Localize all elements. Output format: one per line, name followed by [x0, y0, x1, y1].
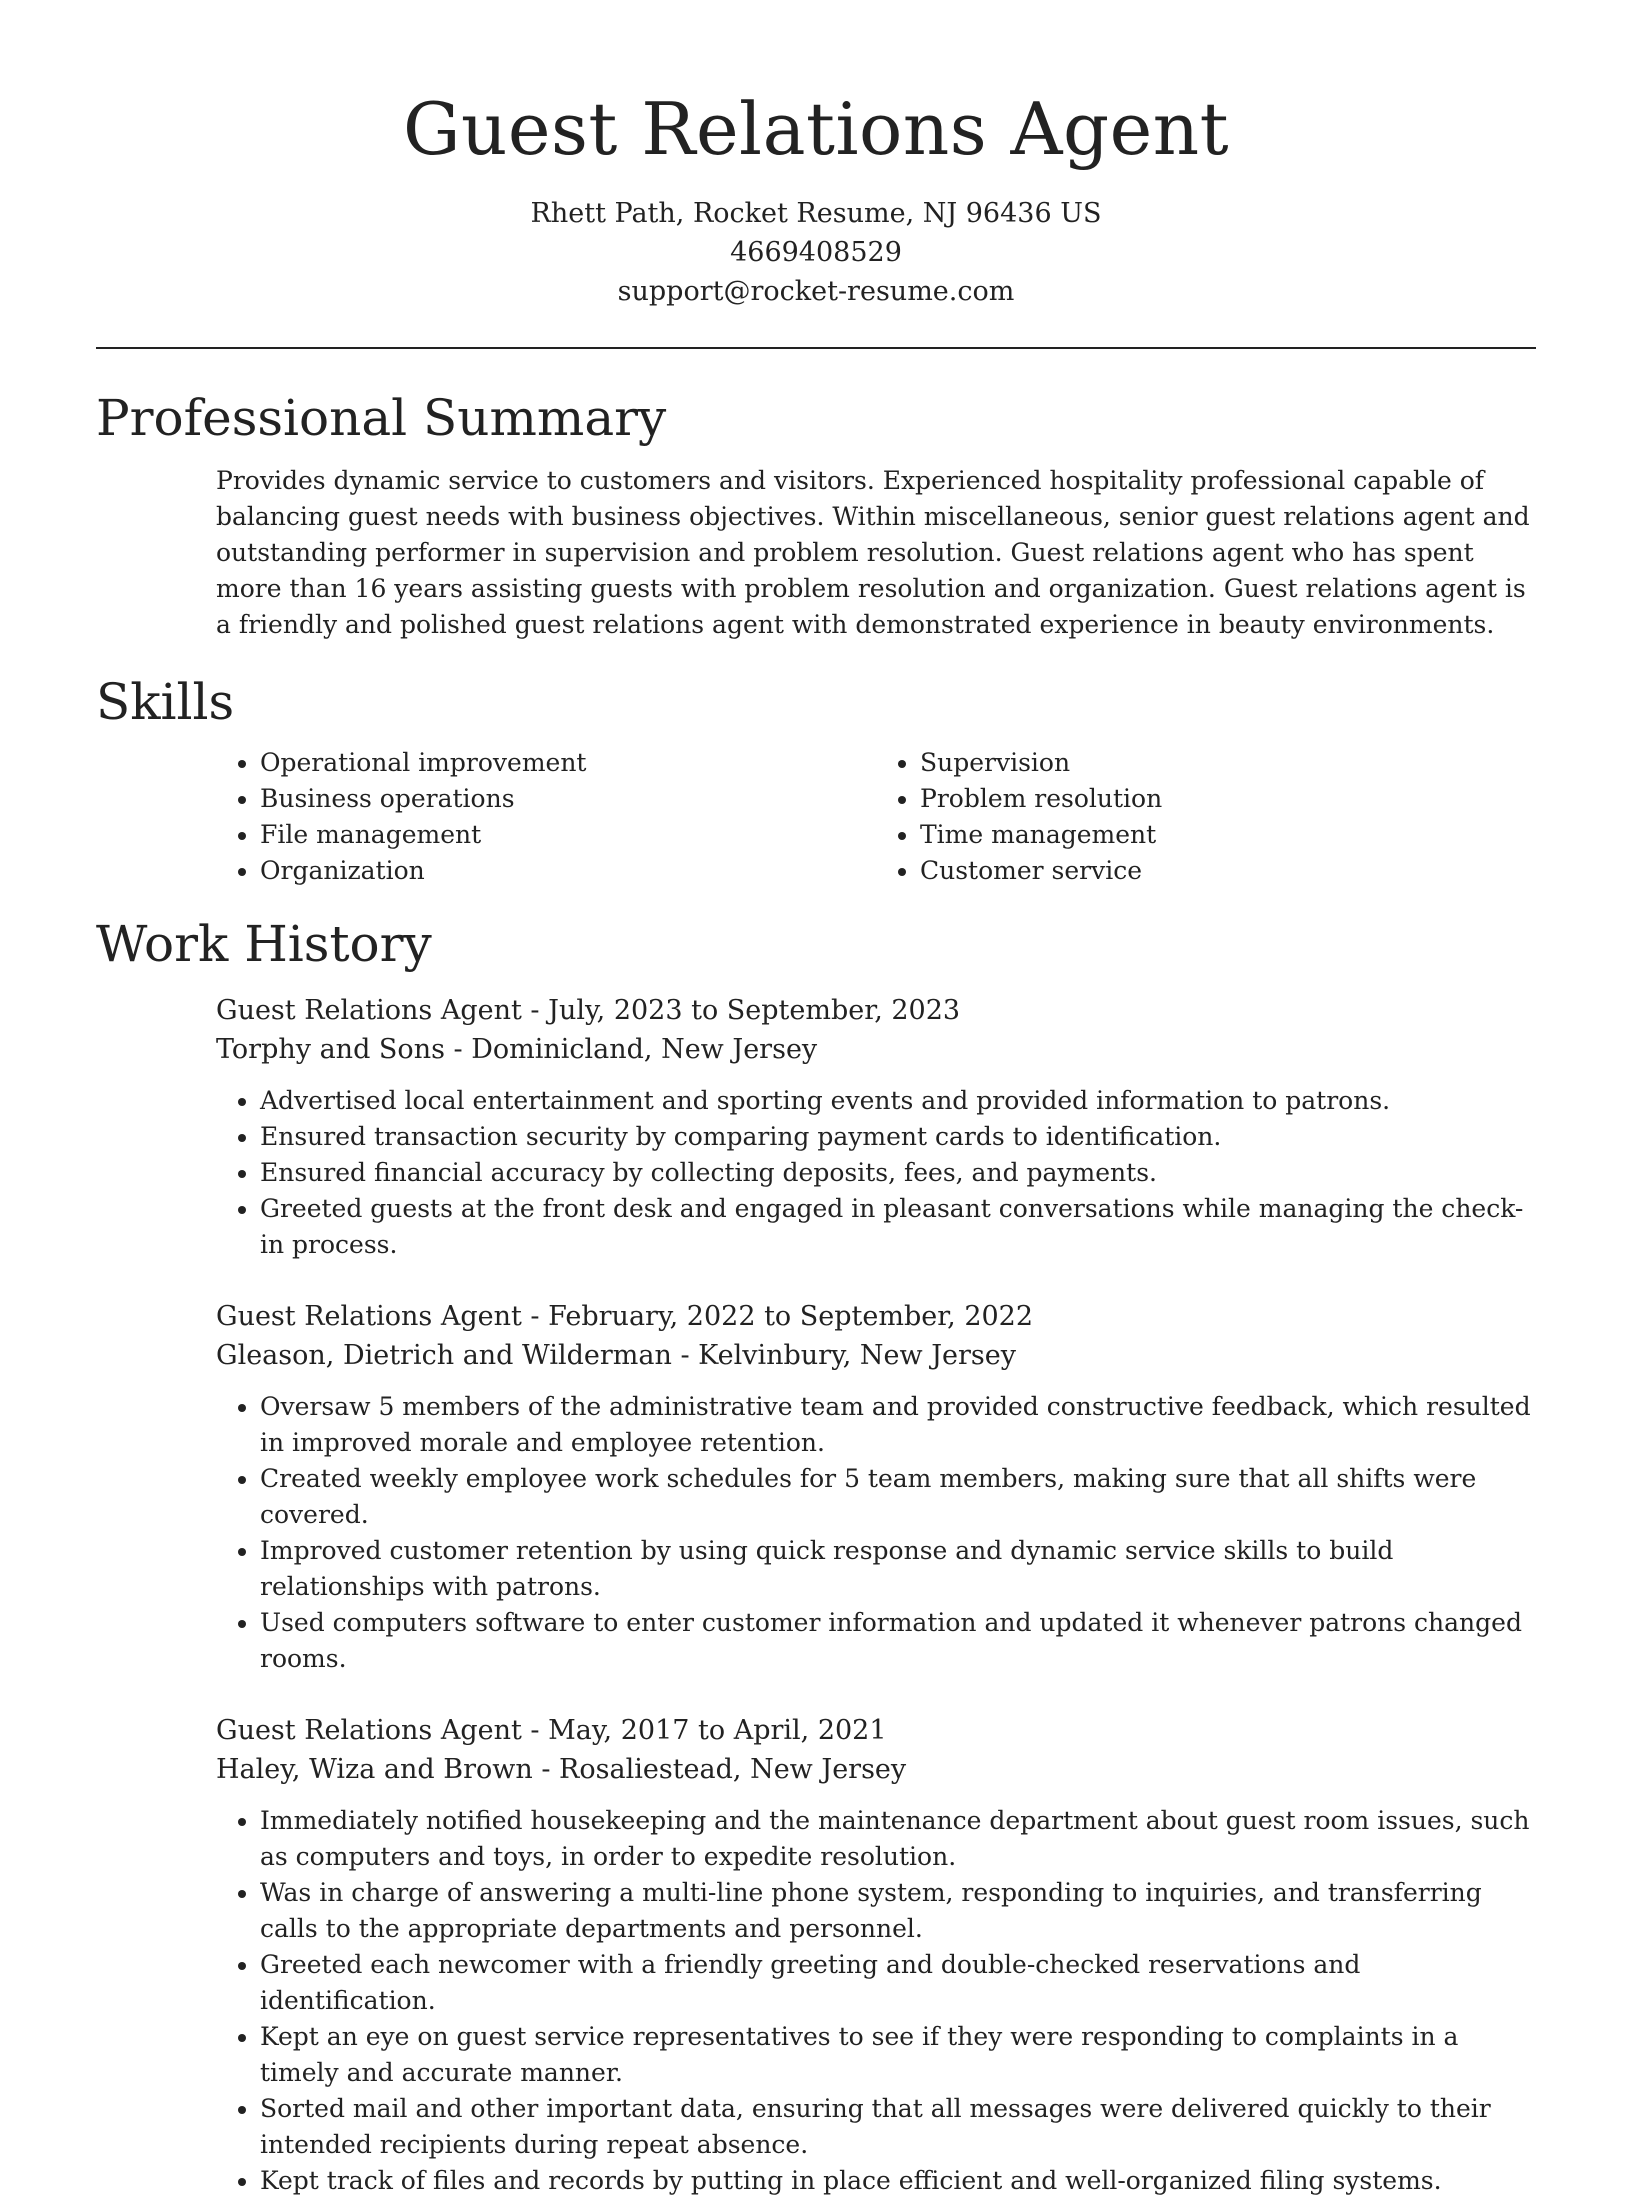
job-dates: - May, 2017 to April, 2021: [521, 1715, 887, 1746]
skills-heading: Skills: [96, 673, 235, 731]
skill-item: • Organization: [260, 853, 876, 889]
job-title-line: [216, 1711, 1536, 1750]
summary-text: Provides dynamic service to customers and visitors. Experienced hospitality professional capable of balancing guest needs with business objectives. Within miscellaneous, senior guest relations agent and outstanding performer in supervision and problem resolution. Guest relations agent who has spent more than 16 years assisting guests with problem resolution and organization. Guest relations agent is a friendly and polished guest relations agent with demonstrated experience in beauty environments.: [216, 466, 1530, 639]
job-bullet: • Greeted guests at the front desk and engaged in pleasant conversations while managing the check-in process.: [260, 1191, 1536, 1263]
skill-item: • Problem resolution: [920, 781, 1536, 817]
skill-item: • Customer service: [920, 853, 1536, 889]
job-role: Guest Relations Agent: [216, 1301, 522, 1332]
job-dates: - February, 2022 to September, 2022: [521, 1301, 1034, 1332]
job-bullets: [216, 1083, 1536, 1263]
job-role: Guest Relations Agent: [216, 995, 522, 1026]
summary-heading: Professional Summary: [96, 389, 667, 447]
resume-title: Guest Relations Agent: [402, 87, 1230, 171]
job-bullets: [216, 1389, 1536, 1677]
skill-item: • File management: [260, 817, 876, 853]
skill-item: • Supervision: [920, 745, 1536, 781]
job-location: - Rosaliestead, New Jersey: [532, 1754, 907, 1785]
job-company: Torphy and Sons: [216, 1034, 445, 1065]
job-company-line: [216, 1336, 1536, 1375]
contact-info: [0, 194, 1632, 311]
job-bullet: • Oversaw 5 members of the administrative team and provided constructive feedback, which resulted in improved morale and employee retention.: [260, 1389, 1536, 1461]
skill-item: • Operational improvement: [260, 745, 876, 781]
job-bullet: • Immediately notified housekeeping and the maintenance department about guest room issues, such as computers and toys, in order to expedite resolution.: [260, 1803, 1536, 1875]
skill-item: • Business operations: [260, 781, 876, 817]
job-entry: [216, 1297, 1536, 1677]
work-history-section: [96, 913, 1536, 2199]
header-divider: [96, 347, 1536, 349]
phone-number: 4669408529: [730, 237, 902, 268]
job-title-line: [216, 1297, 1536, 1336]
job-bullet: • Kept track of files and records by putting in place efficient and well-organized filing systems.: [260, 2163, 1536, 2199]
work-history-heading: Work History: [96, 915, 432, 973]
job-company-line: [216, 1030, 1536, 1069]
job-company: Haley, Wiza and Brown: [216, 1754, 533, 1785]
job-company-line: [216, 1750, 1536, 1789]
job-bullets: [216, 1803, 1536, 2199]
skills-grid: [216, 745, 1536, 889]
job-bullet: • Used computers software to enter customer information and updated it whenever patrons changed rooms.: [260, 1605, 1536, 1677]
summary-section: [96, 387, 1536, 643]
job-title-line: [216, 991, 1536, 1030]
job-location: - Dominicland, New Jersey: [444, 1034, 818, 1065]
job-dates: - July, 2023 to September, 2023: [521, 995, 961, 1026]
job-entry: [216, 991, 1536, 1263]
job-bullet: • Was in charge of answering a multi-line phone system, responding to inquiries, and transferring calls to the appropriate departments and personnel.: [260, 1875, 1536, 1947]
job-bullet: • Sorted mail and other important data, ensuring that all messages were delivered quickly to their intended recipients during repeat absence.: [260, 2091, 1536, 2163]
job-bullet: • Kept an eye on guest service representatives to see if they were responding to complaints in a timely and accurate manner.: [260, 2019, 1536, 2091]
job-bullet: • Ensured transaction security by comparing payment cards to identification.: [260, 1119, 1536, 1155]
address: Rhett Path, Rocket Resume, NJ 96436 US: [530, 198, 1102, 229]
job-entry: [216, 1711, 1536, 2199]
job-role: Guest Relations Agent: [216, 1715, 522, 1746]
resume-header: [0, 0, 1632, 311]
skills-column-right: [876, 745, 1536, 889]
email-address: support@rocket-resume.com: [617, 276, 1015, 307]
skills-column-left: [216, 745, 876, 889]
skill-item: • Time management: [920, 817, 1536, 853]
job-bullet: • Ensured financial accuracy by collecting deposits, fees, and payments.: [260, 1155, 1536, 1191]
job-location: - Kelvinbury, New Jersey: [671, 1340, 1016, 1371]
job-company: Gleason, Dietrich and Wilderman: [216, 1340, 672, 1371]
job-bullet: • Advertised local entertainment and sporting events and provided information to patrons.: [260, 1083, 1536, 1119]
job-bullet: • Created weekly employee work schedules for 5 team members, making sure that all shifts were covered.: [260, 1461, 1536, 1533]
job-bullet: • Greeted each newcomer with a friendly greeting and double-checked reservations and identification.: [260, 1947, 1536, 2019]
skills-section: [96, 671, 1536, 889]
job-bullet: • Improved customer retention by using quick response and dynamic service skills to build relationships with patrons.: [260, 1533, 1536, 1605]
